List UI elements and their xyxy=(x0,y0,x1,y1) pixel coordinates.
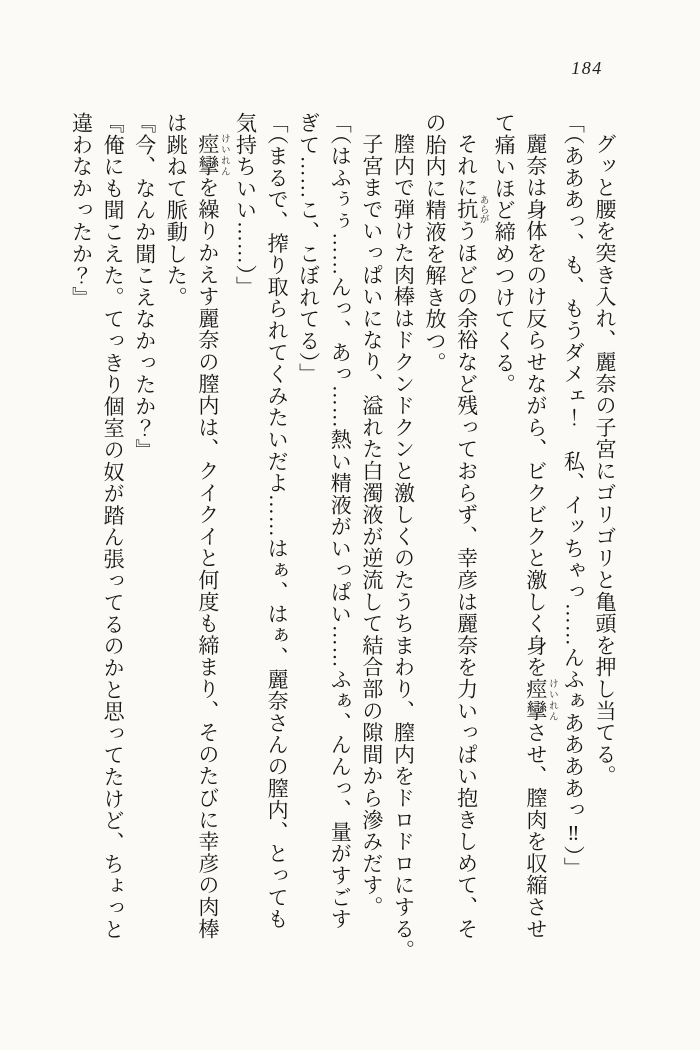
text-line: 気持ちいい……）」 xyxy=(233,112,258,298)
text-line: グッと腰を突き入れ、麗奈の子宮にゴリゴリと亀頭を押し当てる。 xyxy=(593,133,617,787)
vertical-text-block xyxy=(65,112,620,964)
text-line: 『俺にも聞こえた。てっきり個室の奴が踏ん張ってるのかと思ってたけど、ちょっと xyxy=(101,112,126,941)
text-line: て痛いほど締めつけてくる。 xyxy=(492,112,517,396)
text-line: 『今、なんか聞こえなかったか？』 xyxy=(132,112,157,461)
text-line: は跳ねて脈動した。 xyxy=(164,112,189,309)
text-line: 麗奈は身体をのけ反らせながら、ビクビクと激しく身を痙攣 けいれんさせ、膣肉を収縮させ xyxy=(523,133,557,940)
text-line: の胎内に精液を解き放つ。 xyxy=(423,112,448,374)
text-line: 「（まるで、搾り取られてくみたいだよ……はぁ、はぁ、麗奈さんの膣内、とっても xyxy=(265,112,290,930)
text-line: 「（はふぅぅ……んっ、あっ……熱い精液がいっぱい……ふぁ、んんっ、量がすごす xyxy=(328,112,353,930)
text-line: 膣内で弾けた肉棒はドクンドクンと激しくのたうちまわり、膣内をドロドロにする。 xyxy=(391,133,416,962)
text-line: 「（あああっ、も、もうダメェ！ 私、イッちゃっ……んふぁああああっ‼）」 xyxy=(561,112,586,879)
text-line: 違わなかったか？』 xyxy=(69,112,94,309)
text-line: ぎて……こ、こぼれてる）」 xyxy=(296,112,321,385)
text-line: 痙攣 けいれんを繰りかえす麗奈の膣内は、クイクイと何度も締まり、そのたびに幸彦の肉棒 xyxy=(195,133,229,940)
text-line: 子宮までいっぱいになり、溢れた白濁液が逆流して結合部の隙間から滲みだす。 xyxy=(359,133,384,918)
page-number: 184 xyxy=(571,58,603,78)
text-line: それに抗 あらがうほどの余裕など残っておらず、幸彦は麗奈を力いっぱい抱きしめて、そ xyxy=(454,133,488,940)
